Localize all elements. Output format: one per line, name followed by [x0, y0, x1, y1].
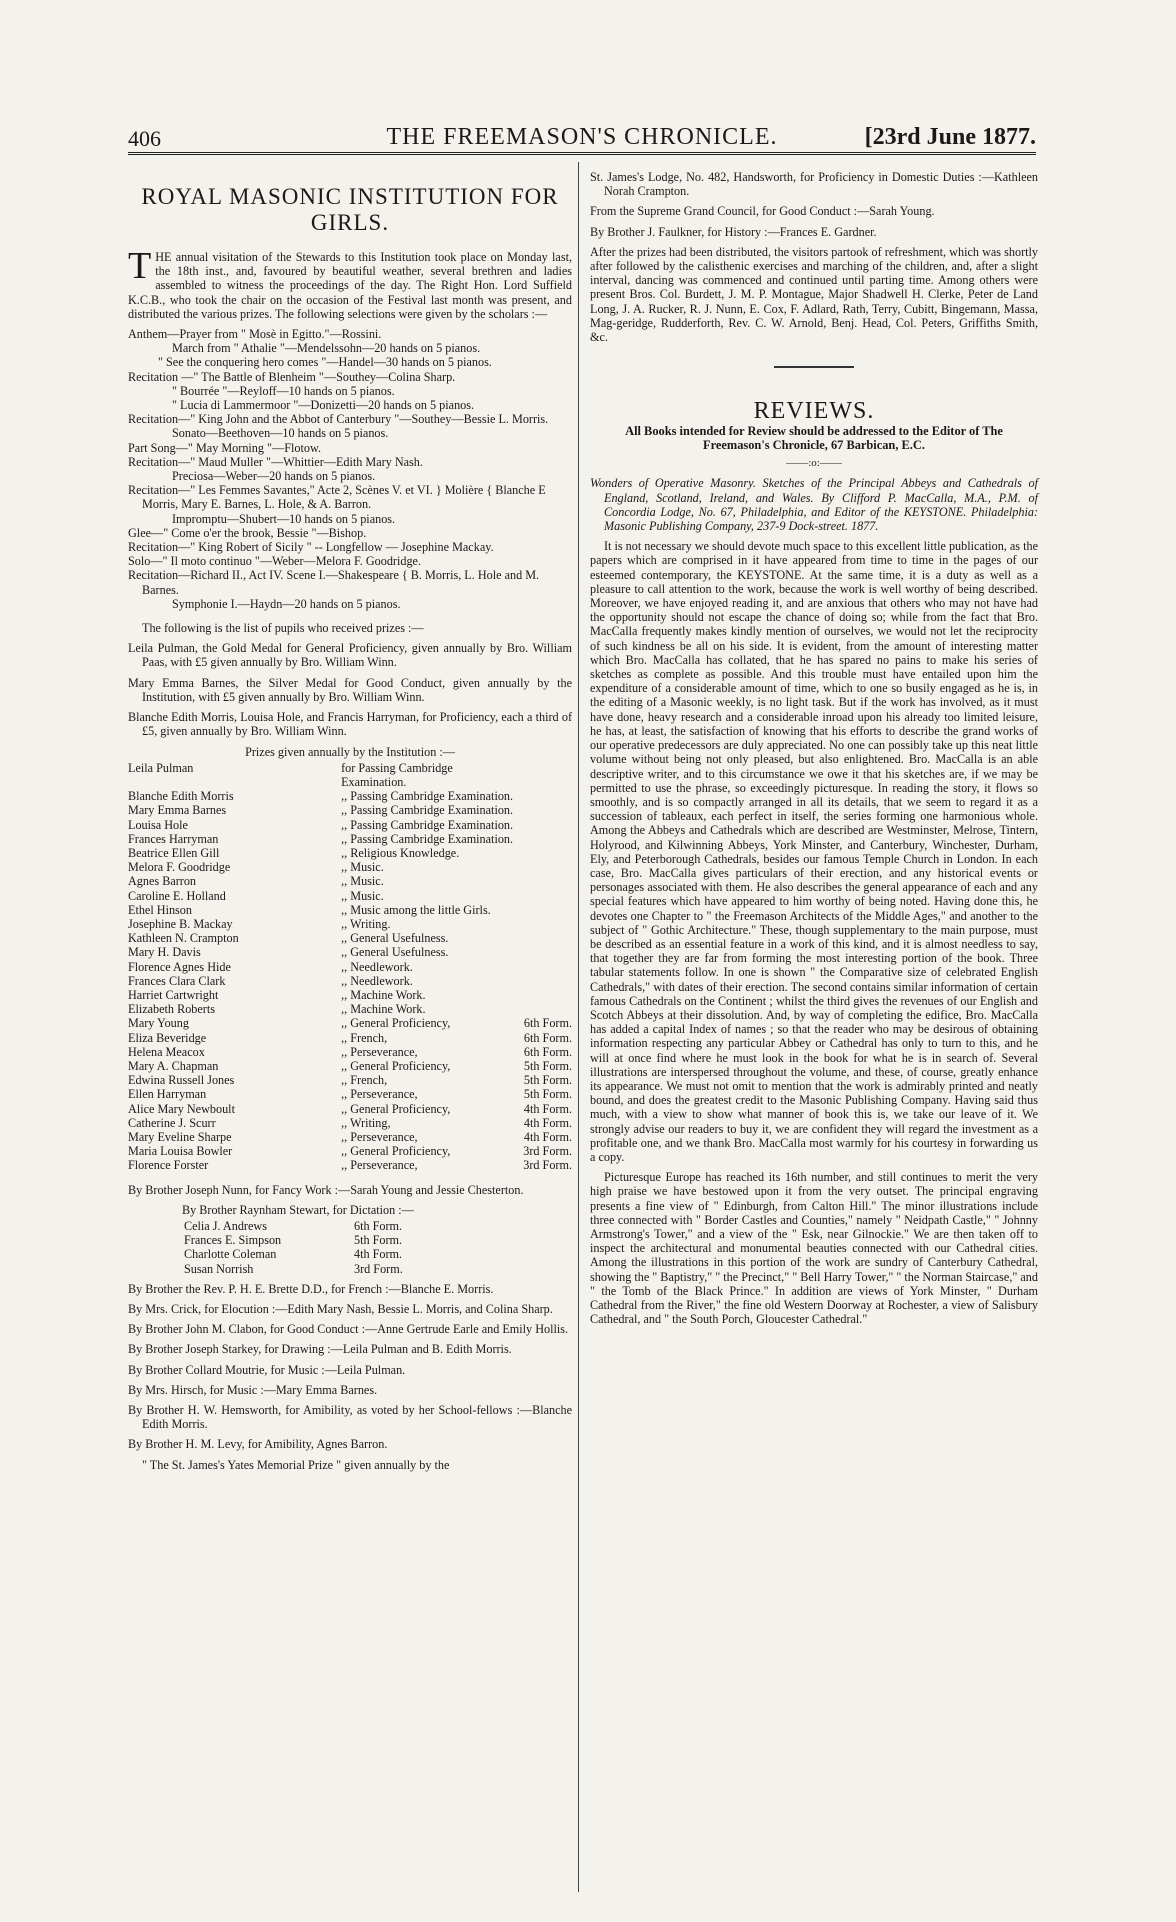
drop-cap: T — [128, 245, 152, 287]
faulkner-prize: By Brother J. Faulkner, for History :—Frances E. Gardner. — [590, 224, 877, 239]
prize-row — [128, 1144, 572, 1158]
prize-subject: ,, Music among the little Girls. — [341, 902, 491, 917]
prize-name: Mary Eveline Sharpe — [128, 1129, 232, 1144]
review-body — [590, 539, 1038, 1326]
prize-subject: ,, Music. — [341, 888, 384, 903]
prize-form: 5th Form. — [523, 1087, 572, 1102]
prize-row — [128, 960, 572, 974]
other-prize: By Mrs. Crick, for Elocution :—Edith Mary Nash, Bessie L. Morris, and Colina Sharp. — [128, 1302, 553, 1317]
prize-name: Caroline E. Holland — [128, 888, 226, 903]
prize-row — [128, 1045, 572, 1059]
prize-row — [128, 974, 572, 988]
prize-form: 6th Form. — [523, 1016, 572, 1031]
dictation-form: 4th Form. — [354, 1247, 403, 1262]
section-rule — [774, 366, 854, 368]
prize-subject: ,, Writing. — [341, 916, 391, 931]
other-prize: By Brother H. W. Hemsworth, for Amibility, as voted by her School-fellows :—Blanche Edith Morris. — [128, 1403, 572, 1432]
prize-subject: for Passing Cambridge Examination. — [341, 760, 453, 789]
dictation-name: Susan Norrish — [184, 1261, 254, 1276]
prize-name: Leila Pulman — [128, 760, 194, 775]
reviews-title: REVIEWS. — [753, 398, 875, 425]
other-prize: By Brother the Rev. P. H. E. Brette D.D., for French :—Blanche E. Morris. — [128, 1281, 494, 1296]
programme-item: Anthem—Prayer from " Mosè in Egitto."—Rossini. — [128, 327, 382, 342]
reviews-notice: All Books intended for Review should be addressed to the Editor of The Freemason's Chronicle, 67 Barbican, E.C. — [625, 424, 1003, 453]
prize-form — [514, 860, 572, 874]
prize-row — [128, 903, 572, 917]
prize-subject: ,, Perseverance, — [341, 1044, 418, 1059]
prize-row — [128, 1031, 572, 1045]
prize-name: Agnes Barron — [128, 874, 197, 889]
prize-subject: ,, Religious Knowledge. — [341, 845, 460, 860]
prize-row — [128, 1158, 572, 1172]
prize-form — [514, 874, 572, 888]
other-prize: By Brother Collard Moutrie, for Music :—Leila Pulman. — [128, 1362, 406, 1377]
prize-row — [128, 1059, 572, 1073]
programme-item: " See the conquering hero comes "—Handel—30 hands on 5 pianos. — [158, 355, 492, 370]
dictation-row — [184, 1219, 572, 1233]
prize-subject: ,, Passing Cambridge Examination. — [341, 789, 514, 804]
prize-name: Alice Mary Newboult — [128, 1101, 235, 1116]
prize-subject: ,, Passing Cambridge Examination. — [341, 803, 514, 818]
prize-name: Florence Forster — [128, 1158, 209, 1173]
programme-item: Sonato—Beethoven—10 hands on 5 pianos. — [172, 426, 389, 441]
dictation-form: 6th Form. — [354, 1219, 403, 1233]
prize-name: Mary Emma Barnes — [128, 803, 227, 818]
book-heading: Wonders of Operative Masonry. Sketches of the Principal Abbeys and Cathedrals of England, Scotland, Ireland, and Wales. By Clifford P. MacCalla, M.A., P.M. of Concordia Lodge, No. 67, Philadelphia, and Editor of the KEYSTONE. Philadelphia: Masonic Publishing Company, 237-9 Dock-street. 1877. — [590, 476, 1038, 534]
prize-subject: ,, Music. — [341, 860, 384, 875]
supreme-council-prize: From the Supreme Grand Council, for Good Conduct :—Sarah Young. — [590, 204, 935, 219]
other-prize: By Brother Joseph Starkey, for Drawing :—Leila Pulman and B. Edith Morris. — [128, 1342, 512, 1357]
prize-form: 5th Form. — [523, 1058, 572, 1073]
dictation-heading: By Brother Raynham Stewart, for Dictation :— — [182, 1202, 414, 1217]
prize-form — [514, 1002, 572, 1016]
prize-subject: ,, Passing Cambridge Examination. — [341, 817, 514, 832]
prize-name: Louisa Hole — [128, 817, 188, 832]
other-prize: By Brother John M. Clabon, for Good Conduct :—Anne Gertrude Earle and Emily Hollis. — [128, 1322, 569, 1337]
prize-name: Melora F. Goodridge — [128, 860, 231, 875]
dictation-form: 3rd Form. — [354, 1261, 403, 1276]
prize-name: Ethel Hinson — [128, 902, 192, 917]
prize-subject: ,, Needlework. — [341, 973, 413, 988]
prize-form: 4th Form. — [523, 1101, 572, 1116]
prize-subject: ,, General Usefulness. — [341, 945, 449, 960]
prize-form — [514, 803, 572, 817]
prize-name: Helena Meacox — [128, 1044, 205, 1059]
prize-subject: ,, General Proficiency, — [341, 1016, 451, 1031]
prize-name: Eliza Beveridge — [128, 1030, 207, 1045]
programme-item: Recitation —" The Battle of Blenheim "—Southey—Colina Sharp. — [128, 369, 456, 384]
prize-form: 3rd Form. — [523, 1158, 572, 1173]
prize-form: 6th Form. — [523, 1044, 572, 1059]
prize-name: Mary Young — [128, 1016, 189, 1031]
after-prizes-paragraph: After the prizes had been distributed, the visitors partook of refreshment, which was shortly after followed by the calisthenic exercises and marching of the children, and, after a slight interval, dancing was commenced and continued until parting time. Among others were present Bros. Col. Burdett, J. M. P. Montague, Major Shadwell H. Clerke, Peter de Land Long, J. A. Rucker, R. J. Nunn, E. Cox, F. Adlard, Rath, Terry, Cubitt, Bingemann, Massa, Mag-geridge, Rudderforth, Rev. C. W. Arnold, Benj. Head, Col. Peters, Griffiths Smith, &c. — [590, 244, 1038, 345]
prize-row — [128, 832, 572, 846]
prize-row — [128, 789, 572, 803]
prize-row — [128, 803, 572, 817]
prize-form: 6th Form. — [523, 1030, 572, 1045]
prize-name: Blanche Edith Morris — [128, 789, 234, 804]
prize-row — [128, 889, 572, 903]
prize-form — [514, 789, 572, 803]
prize-row — [128, 988, 572, 1002]
prize-row — [128, 1002, 572, 1016]
prize-intro: The following is the list of pupils who received prizes :— — [142, 621, 424, 636]
prize-row — [128, 1087, 572, 1101]
prize-row — [128, 846, 572, 860]
prize-form — [514, 945, 572, 959]
programme-item: " Bourrée "—Reyloff—10 hands on 5 pianos. — [172, 383, 395, 398]
programme-item: " Lucia di Lammermoor "—Donizetti—20 hands on 5 pianos. — [172, 398, 475, 413]
ornament-divider: ——:o:—— — [786, 457, 842, 470]
prize-name: Ellen Harryman — [128, 1087, 207, 1102]
prize-form — [514, 903, 572, 917]
prize-row — [128, 1016, 572, 1030]
programme-item: Impromptu—Shubert—10 hands on 5 pianos. — [172, 511, 396, 526]
prize-row — [128, 761, 572, 789]
intro-paragraph — [128, 245, 572, 321]
review-paragraph: It is not necessary we should devote much space to this excellent little publication, as the papers which are comprised in it have appeared from time to time in the pages of our esteemed contemporary, the KEYSTONE. At the same time, it is a duty as well as a pleasure to call attention to the work, because the work is well worthy of being described. Moreover, we have enjoyed reading it, and are anxious that others who may not have had the opportunity should not escape the chance of doing so; while from the fact that Bro. MacCalla frequently makes kindly mention of ourselves, we would not let the reciprocity of such kindness be all on his side. It is evident, from the amount of interesting matter which Bro. MacCalla has collated, that he has spared no pains to make his series of sketches as complete as possible. And this trouble must have entailed upon him the expenditure of a considerable amount of time, which to one so busily engaged as he is, in the editing of a Masonic weekly, is no light task. But if the work has involved, as it must have done, heavy research and a considerable inroad upon his already too limited leisure, he has, at least, the satisfaction of knowing that his efforts to describe the grand works of our operative predecessors are duly appreciated. No one can possibly take up this neat little volume without being not only pleased, but also enlightened. Bro. MacCalla is an able descriptive writer, and to this circumstance we owe it that his sketches are, if we may be permitted to use the phrase, so exceedingly picturesque. In reading the story, it flows so smoothly, and is so compactly arranged in all its details, that we seem to regard it as a succession of tableaux, each perfect in itself, the series forming one harmonious whole. Among the Abbeys and Cathedrals which are described are Westminster, Melrose, Tintern, Holyrood, and Kilwinning Abbeys, York Minster, and Canterbury, Winchester, Durham, Ely, and Peterborough Cathedrals, besides our famous Temple Church in London. In each case, Bro. MacCalla gives particulars of their erection, and any historical events or personages associated with them. He also describes the general appearance of each and any special features which have appeared to him worthy of being noted. Having done this, he devotes one Chapter to " the Freemason Architects of the Middle Ages," and another to the subject of " Gothic Architecture." These, though supplementary to the main purpose, must be described as an essential feature in a work of this kind, and it is almost needless to say, that together they are far from forming the most interesting portion of the book. Three tabular statements follow. In one is shown " the Comparative size of celebrated English Cathedrals," with dates of their erection. The second contains similar information of certain famous Cathedrals on the Continent ; whilst the third gives the revenues of our English and Scotch Abbeys at their dissolution. And, by way of completing the edifice, Bro. MacCalla has added a capital Index of names ; so that the reader who may be desirous of obtaining information respecting any particular Abbey or Cathedral has only to turn to this, and he will at once find where he must look in the book for what he is in search of. Several illustrations are interspersed throughout the volume, and these, of course, greatly enhance its appearance. We must not omit to mention that the work is admirably printed and neatly bound, and does the greatest credit to the Masonic Publishing Company. Having said thus much, with a view to show what manner of book this is, we take our leave of it. We strongly advise our readers to buy it, we are confident they will regard the investment as a profitable one, and we thank Bro. MacCalla most warmly for his courtesy in forwarding us a copy. — [590, 539, 1038, 1164]
prize-form — [514, 988, 572, 1002]
prize-form — [514, 846, 572, 860]
prize-row — [128, 917, 572, 931]
institution-prizes-heading: Prizes given annually by the Institution :— — [245, 744, 455, 759]
prize-row — [128, 945, 572, 959]
prize-subject: ,, General Usefulness. — [341, 931, 449, 946]
page-number: 406 — [128, 126, 161, 151]
programme-item: Recitation—Richard II., Act IV. Scene I.—Shakespeare { B. Morris, L. Hole and M. Barnes. — [128, 568, 540, 597]
prize-subject: ,, Passing Cambridge Examination. — [341, 831, 514, 846]
masthead-title: THE FREEMASON'S CHRONICLE. — [386, 124, 778, 150]
prize-form: 3rd Form. — [523, 1144, 572, 1159]
prize-form: 5th Form. — [523, 1073, 572, 1088]
prize-form: 4th Form. — [523, 1115, 572, 1130]
prize-name: Josephine B. Mackay — [128, 916, 233, 931]
programme-item: Glee—" Come o'er the brook, Bessie "—Bishop. — [128, 525, 367, 540]
dictation-name: Charlotte Coleman — [184, 1247, 277, 1262]
programme-item: Symphonie I.—Haydn—20 hands on 5 pianos. — [172, 596, 401, 611]
programme-item: Part Song—" May Morning "—Flotow. — [128, 440, 321, 455]
prize-form — [514, 818, 572, 832]
prize-form — [514, 960, 572, 974]
right-column — [590, 170, 1038, 1332]
prize-subject: ,, Machine Work. — [341, 987, 426, 1002]
programme-item: March from " Athalie "—Mendelssohn—20 hands on 5 pianos. — [172, 341, 481, 356]
prize-table — [128, 761, 572, 1173]
prize-name: Edwina Russell Jones — [128, 1073, 235, 1088]
major-prize: Blanche Edith Morris, Louisa Hole, and Francis Harryman, for Proficiency, each a third of £5, given annually by Bro. William Winn. — [128, 710, 572, 739]
prize-name: Frances Harryman — [128, 831, 219, 846]
issue-date: [23rd June 1877. — [864, 124, 1036, 150]
programme-item: Solo—" Il moto continuo "—Weber—Melora F. Goodridge. — [128, 554, 422, 569]
other-prize: By Brother H. M. Levy, for Amibility, Agnes Barron. — [128, 1437, 388, 1452]
prize-name: Beatrice Ellen Gill — [128, 845, 220, 860]
prize-row — [128, 818, 572, 832]
prize-form: 4th Form. — [523, 1129, 572, 1144]
programme-item: Recitation—" Maud Muller "—Whittier—Edith Mary Nash. — [128, 454, 423, 469]
yates-prize-line: " The St. James's Yates Memorial Prize " given annually by the — [142, 1457, 450, 1472]
prize-subject: ,, Perseverance, — [341, 1158, 418, 1173]
prize-form — [514, 931, 572, 945]
programme-item: Preciosa—Weber—20 hands on 5 pianos. — [172, 469, 376, 484]
left-column — [128, 170, 572, 1478]
prize-row — [128, 1073, 572, 1087]
prize-name: Kathleen N. Crampton — [128, 931, 239, 946]
prize-subject: ,, General Proficiency, — [341, 1101, 451, 1116]
prize-subject: ,, Perseverance, — [341, 1087, 418, 1102]
prize-form — [514, 889, 572, 903]
dictation-row — [184, 1262, 572, 1276]
prize-subject: ,, General Proficiency, — [341, 1144, 451, 1159]
prize-row — [128, 860, 572, 874]
prize-name: Frances Clara Clark — [128, 973, 226, 988]
prize-form — [514, 974, 572, 988]
major-prize: Mary Emma Barnes, the Silver Medal for Good Conduct, given annually by the Institution, with £5 given annually by Bro. William Winn. — [128, 675, 572, 704]
nunn-prize: By Brother Joseph Nunn, for Fancy Work :—Sarah Young and Jessie Chesterton. — [128, 1182, 524, 1197]
prize-subject: ,, French, — [341, 1030, 388, 1045]
prize-subject: ,, French, — [341, 1073, 388, 1088]
prize-name: Mary A. Chapman — [128, 1058, 219, 1073]
major-prize: Leila Pulman, the Gold Medal for General Proficiency, given annually by Bro. William Paas, with £5 given annually by Bro. William Winn. — [128, 641, 572, 670]
dictation-name: Celia J. Andrews — [184, 1219, 267, 1233]
intro-text: HE annual visitation of the Stewards to this Institution took place on Monday last, the 18th inst., and, favoured by beautiful weather, several brethren and ladies assembled to witness the proceedings of the day. The Right Hon. Lord Suffield K.C.B., who took the chair on the occasion of the Festival last month was present, and distributed the various prizes. The following selections were given by the scholars :— — [128, 250, 572, 321]
dictation-name: Frances E. Simpson — [184, 1233, 282, 1248]
column-divider — [578, 162, 579, 1892]
dictation-form: 5th Form. — [354, 1233, 403, 1248]
programme-item: Recitation—" Les Femmes Savantes," Acte 2, Scènes V. et VI. } Molière { Blanche E Morris, Mary E. Barnes, L. Hole, & A. Barron. — [128, 483, 546, 512]
prize-subject: ,, Perseverance, — [341, 1129, 418, 1144]
dictation-row — [184, 1233, 572, 1247]
prize-name: Mary H. Davis — [128, 945, 201, 960]
prize-subject: ,, Music. — [341, 874, 384, 889]
prize-row — [128, 931, 572, 945]
prize-subject: ,, Machine Work. — [341, 1002, 426, 1017]
prize-form — [514, 832, 572, 846]
prize-row — [128, 874, 572, 888]
review-paragraph: Picturesque Europe has reached its 16th number, and still continues to merit the very high praise we have bestowed upon it from the very outset. The principal engraving presents a fine view of " Edinburgh, from Calton Hill." The minor illustrations include three connected with " Border Castles and Counties," namely " Neidpath Castle," " Johnny Armstrong's Tower," and a view of the " Esk, near Gilnockie." We are then taken off to inspect the architectural and monumental beauties connected with our Cathedral cities. Among the illustrations in this portion of the work are sundry of Canterbury Cathedral, showing the " Baptistry," " the Precinct," " Bell Harry Tower," " the Norman Staircase," and " the Tomb of the Black Prince." In addition are views of York Minster, " Durham Cathedral from the River," the fine old Western Doorway at Rochester, a view of Salisbury Cathedral, and " the South Porch, Gloucester Cathedral." — [590, 1170, 1038, 1327]
programme-list — [128, 327, 572, 611]
prize-name: Maria Louisa Bowler — [128, 1144, 233, 1159]
prize-subject: ,, Writing, — [341, 1115, 391, 1130]
prize-form — [514, 917, 572, 931]
prize-name: Elizabeth Roberts — [128, 1002, 215, 1017]
prize-row — [128, 1130, 572, 1144]
prize-name: Florence Agnes Hide — [128, 959, 231, 974]
page-header — [128, 122, 1036, 156]
prize-row — [128, 1102, 572, 1116]
header-rule — [128, 152, 1036, 155]
dictation-row — [184, 1247, 572, 1261]
other-prize: By Mrs. Hirsch, for Music :—Mary Emma Barnes. — [128, 1382, 378, 1397]
prize-subject: ,, General Proficiency, — [341, 1058, 451, 1073]
section-title-girls-institution: ROYAL MASONIC INSTITUTION FOR GIRLS. — [141, 184, 559, 235]
prize-subject: ,, Needlework. — [341, 959, 413, 974]
dictation-list — [184, 1219, 572, 1276]
prize-form — [514, 761, 572, 789]
prize-row — [128, 1116, 572, 1130]
programme-item: Recitation—" King Robert of Sicily " -- Longfellow — Josephine Mackay. — [128, 540, 494, 555]
continued-prize: St. James's Lodge, No. 482, Handsworth, for Proficiency in Domestic Duties :—Kathleen Norah Crampton. — [590, 170, 1038, 199]
prize-name: Harriet Cartwright — [128, 987, 219, 1002]
programme-item: Recitation—" King John and the Abbot of Canterbury "—Southey—Bessie L. Morris. — [128, 412, 549, 427]
prize-name: Catherine J. Scurr — [128, 1115, 216, 1130]
